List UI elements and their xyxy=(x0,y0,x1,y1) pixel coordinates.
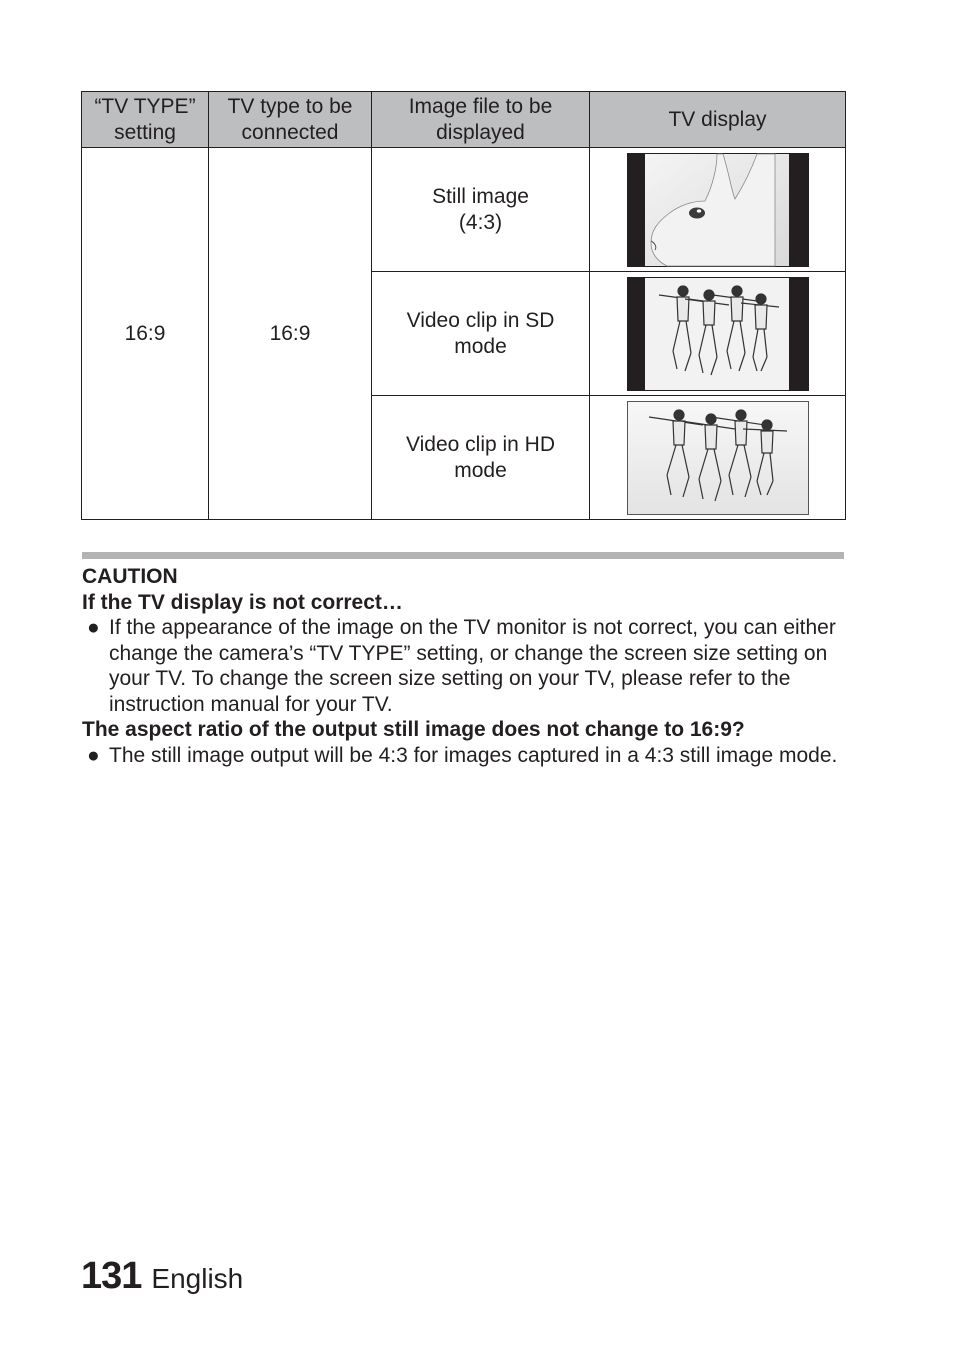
header-tv-type-setting: “TV TYPE” setting xyxy=(82,92,209,148)
bunny-pillarbox-image xyxy=(627,153,809,267)
tv-type-setting-value: 16:9 xyxy=(82,148,209,520)
caution-answer-2-text: The still image output will be 4:3 for images captured in a 4:3 still image mode. xyxy=(109,743,838,767)
page-number: 131 xyxy=(81,1255,142,1297)
section-divider xyxy=(82,552,844,559)
header-tv-type-connected: TV type to be connected xyxy=(209,92,372,148)
caution-answer-1-text: If the appearance of the image on the TV monitor is not correct, you can either change the camera’s “TV TYPE” setting, or change the screen size setting on your TV. To change the screen size setting on your TV, please refer to the instruction manual for your TV. xyxy=(109,616,836,716)
caution-question-1: If the TV display is not correct… xyxy=(82,590,403,614)
caution-answer-2 xyxy=(82,743,852,769)
caution-section xyxy=(82,564,852,768)
image-file-sd: Video clip in SD mode xyxy=(372,272,590,396)
bullet-icon: ● xyxy=(87,743,100,767)
caution-title: CAUTION xyxy=(82,565,178,588)
tv-display-hd xyxy=(590,396,846,520)
page-footer xyxy=(81,1255,243,1298)
image-file-hd: Video clip in HD mode xyxy=(372,396,590,520)
bullet-icon: ● xyxy=(87,616,100,639)
table-header-row xyxy=(82,92,846,148)
caution-question-2: The aspect ratio of the output still image does not change to 16:9? xyxy=(82,718,745,741)
caution-answer-1 xyxy=(82,615,852,717)
tv-display-still xyxy=(590,148,846,272)
table-row xyxy=(82,148,846,272)
tv-type-table xyxy=(81,91,846,520)
header-image-file: Image file to be displayed xyxy=(372,92,590,148)
dancers-sd-pillarbox-image xyxy=(627,277,809,391)
language-label: English xyxy=(151,1263,244,1294)
header-tv-display: TV display xyxy=(590,92,846,148)
tv-display-sd xyxy=(590,272,846,396)
image-file-still: Still image (4:3) xyxy=(372,148,590,272)
dancers-hd-fullscreen-image xyxy=(627,401,809,515)
tv-type-connected-value: 16:9 xyxy=(209,148,372,520)
